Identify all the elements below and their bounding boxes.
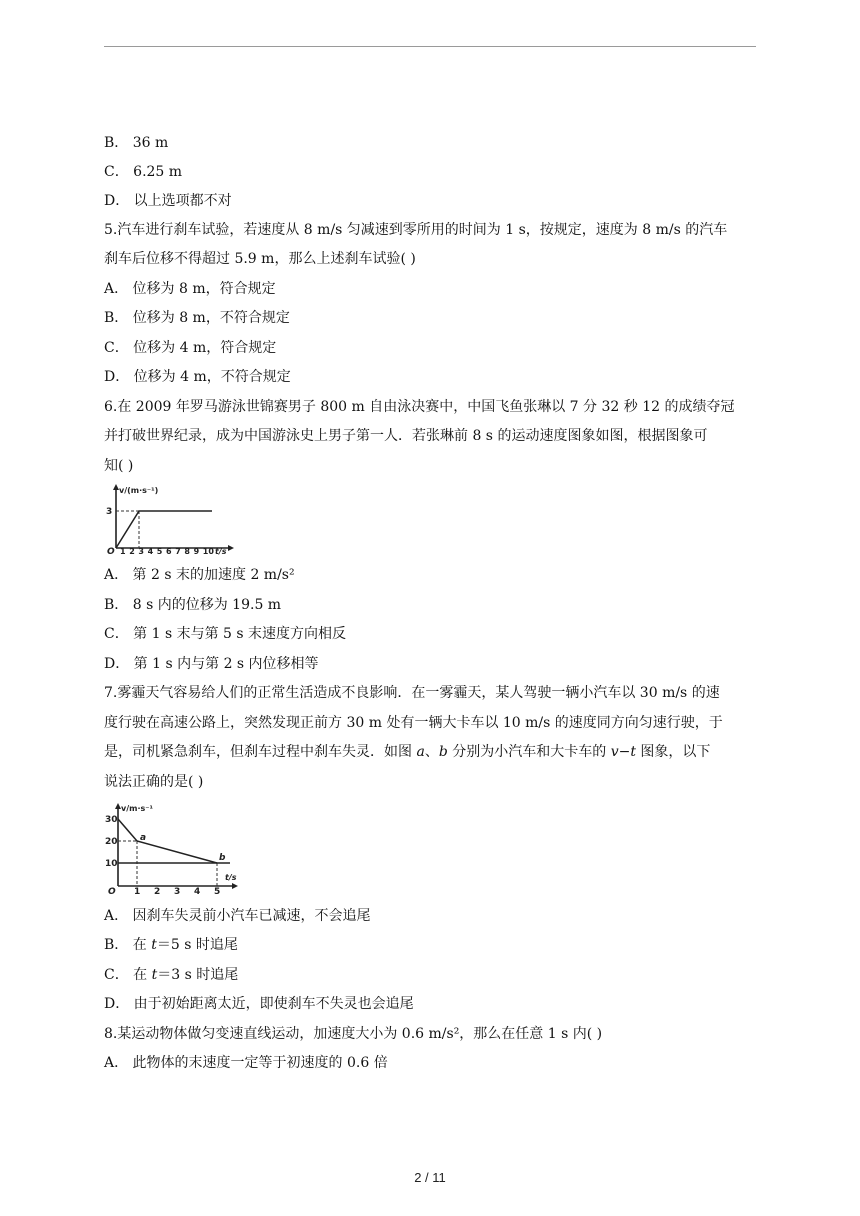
option-b-q5: B． 位移为 8 m，不符合规定 [104,310,290,326]
figure1-xtick-3: 3 [138,547,144,556]
question-7-line-2: 度行驶在高速公路上，突然发现正前方 30 m 处有一辆大卡车以 10 m/s 的速度同方向匀速行驶，于 [104,715,723,731]
option-c-q4: C． 6.25 m [104,164,183,180]
option-b-q6: B． 8 s 内的位移为 19.5 m [104,597,282,613]
figure1-xtick-7: 7 [175,547,181,556]
figure1-xtick-9: 9 [193,547,200,556]
figure1-xtick-2: 2 [129,547,135,556]
option-d-q4: D． 以上选项都不对 [104,193,232,209]
figure2-xtick-5: 5 [214,887,221,896]
option-c-q7-suffix: ＝3 s 时追尾 [157,967,239,983]
figure1-xtick-10: 10 [202,547,214,556]
figure1-xtick-8: 8 [184,547,190,556]
figure2-origin: O [108,887,116,896]
figure2-label-a: a [140,833,147,843]
figure2-ytick-10: 10 [105,859,118,869]
option-d-q5: D． 位移为 4 m，不符合规定 [104,369,291,385]
option-d-q7: D． 由于初始距离太近，即使刹车不失灵也会追尾 [104,996,414,1012]
figure2-xlabel: t/s [225,873,237,882]
q7-text-part-2: 、 [424,744,439,760]
q7-label-b: b [438,744,448,760]
figure2-xtick-4: 4 [194,887,201,896]
question-5-line-2: 刹车后位移不得超过 5.9 m，那么上述刹车试验( ) [104,251,416,267]
figure1-xtick-5: 5 [156,547,163,556]
question-5-line-1: 5.汽车进行刹车试验，若速度从 8 m/s 匀减速到零所用的时间为 1 s，按规定，速度为 8 m/s 的汽车 [104,222,728,238]
question-6-line-2: 并打破世界纪录，成为中国游泳史上男子第一人．若张琳前 8 s 的运动速度图象如图，根据图象可 [104,428,708,444]
option-a-q8: A． 此物体的末速度一定等于初速度的 0.6 倍 [104,1055,388,1071]
q7-text-part-4: 图象，以下 [635,744,711,760]
question-7-line-1: 7.雾霾天气容易给人们的正常生活造成不良影响．在一雾霾天，某人驾驶一辆小汽车以 30 m/s 的速 [104,685,720,701]
figure1-xtick-1: 1 [120,547,126,556]
figure1-ytick-3: 3 [106,507,113,517]
option-b-q4: B． 36 m [104,135,169,151]
question-7-line-4: 说法正确的是( ) [104,774,204,790]
question-7-line-3 [104,742,764,762]
question-6-line-3: 知( ) [104,458,134,474]
header-rule [104,46,756,47]
q7-text-part-1: 是，司机紧急刹车，但刹车过程中刹车失灵．如图 [104,744,417,760]
option-c-q7 [104,965,764,985]
option-a-q7: A． 因刹车失灵前小汽车已减速，不会追尾 [104,908,371,924]
figure-swimmer-vt-graph [104,482,244,556]
q7-text-part-3: 分别为小汽车和大卡车的 [447,744,611,760]
option-b-q7 [104,935,764,955]
figure-car-truck-vt-graph [104,800,244,896]
q7-label-a: a [416,744,425,760]
figure2-xtick-2: 2 [154,887,161,896]
figure1-xtick-4: 4 [147,547,154,556]
figure1-origin: O [107,547,115,556]
figure2-xtick-1: 1 [134,887,141,896]
figure2-xtick-3: 3 [174,887,181,896]
figure1-ylabel: v/(m·s⁻¹) [119,486,159,495]
option-b-q7-t: t [151,937,157,953]
figure2-ytick-30: 30 [105,815,118,825]
option-c-q7-prefix: C． 在 [104,967,152,983]
option-c-q7-t: t [151,967,158,983]
figure1-xtick-6: 6 [166,547,172,556]
question-6-line-1: 6.在 2009 年罗马游泳世锦赛男子 800 m 自由泳决赛中，中国飞鱼张琳以 7 分 32 秒 12 的成绩夺冠 [104,399,735,415]
option-c-q6: C． 第 1 s 末与第 5 s 末速度方向相反 [104,626,347,642]
option-c-q5: C． 位移为 4 m，符合规定 [104,340,277,356]
option-a-q5: A． 位移为 8 m，符合规定 [104,281,276,297]
question-8-line-1: 8.某运动物体做匀变速直线运动，加速度大小为 0.6 m/s²，那么在任意 1 s 内( ) [104,1026,603,1042]
option-b-q7-prefix: B． 在 [104,937,152,953]
option-d-q6: D． 第 1 s 内与第 2 s 内位移相等 [104,656,319,672]
figure2-ytick-20: 20 [105,837,118,847]
figure1-xlabel: t/s [215,547,227,556]
option-a-q6: A． 第 2 s 末的加速度 2 m/s² [104,567,295,583]
option-b-q7-suffix: ＝5 s 时追尾 [156,937,238,953]
q7-vt-symbol: v−t [610,744,636,760]
figure2-ylabel: v/m·s⁻¹ [121,804,153,813]
page-number: 2 / 11 [414,1170,446,1185]
figure2-label-b: b [219,853,226,863]
